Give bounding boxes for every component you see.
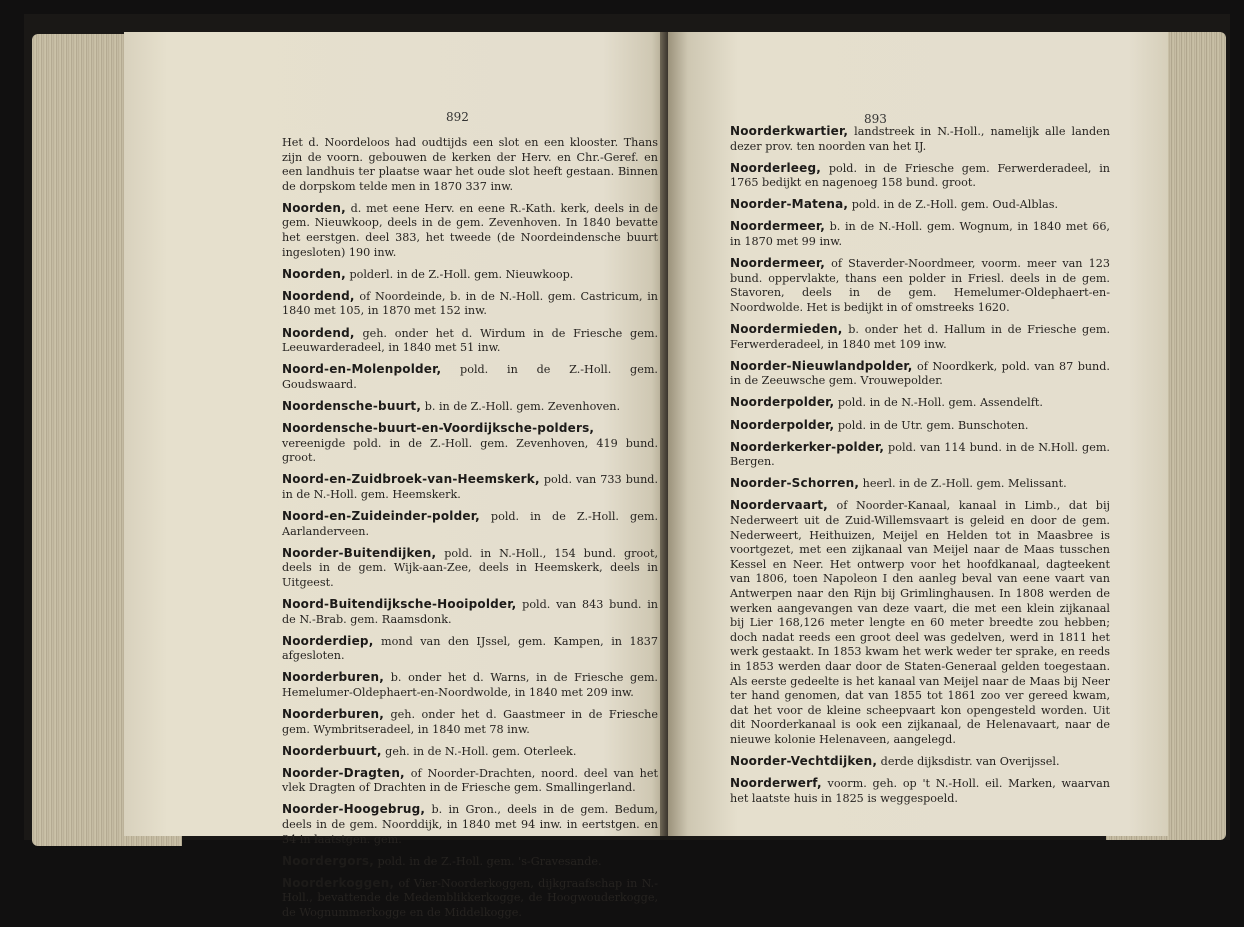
entry-headword: Noorden, [282,200,346,215]
entry-headword: Noorder-Hoogebrug, [282,802,426,817]
entry-headword: Noorderkoggen, [282,875,395,890]
entry-headword: Noorderburen, [282,670,384,685]
dictionary-entry [282,546,658,591]
entry-text: geh. onder het d. Wirdum in de Friesche gem. Leeuwarderadeel, in 1840 met 51 inw. [282,326,658,355]
dictionary-entry [282,634,658,664]
dictionary-entry [282,289,658,319]
entry-text: vereenigde pold. in de Z.-Holl. gem. Zevenhoven, 419 bund. groot. [282,436,658,465]
entry-headword: Noordensche-buurt, [282,398,422,413]
entry-headword: Noorder-Vechtdijken, [730,753,878,768]
entry-text: b. in de N.-Holl. gem. Wognum, in 1840 met 66, in 1870 met 99 inw. [730,220,1110,249]
entry-headword: Noord-en-Zuideinder-polder, [282,508,480,523]
dictionary-entry [730,219,1110,249]
page-number: 893 [864,112,887,126]
entry-headword: Noordend, [282,288,355,303]
entry-text: b. onder het d. Warns, in de Friesche gem. Hemelumer-Oldephaert-en-Noordwolde, in 1840 met 209 inw. [282,671,658,699]
entry-text: pold. in N.-Holl., 154 bund. groot, deels in de gem. Wijk-aan-Zee, deels in Heemskerk, deels in Uitgeest. [282,546,658,589]
entry-headword: Noord-Buitendijksche-Hooipolder, [282,596,517,611]
entry-text: of Vier-Noorderkoggen, dijkgraafschap in N.-Holl., bevattende de Medemblikkerkogge, de Hoogwouderkogge, de Wognummerkogge en de Middelkogge. [282,876,658,920]
dictionary-entry [730,161,1110,191]
entry-headword: Noordermeer, [730,219,825,234]
page-number: 892 [446,110,469,124]
entry-headword: Noorder-Dragten, [282,765,405,780]
dictionary-entry [730,359,1110,389]
left-page [124,32,668,920]
entry-headword: Noorderpolder, [730,395,835,410]
book [24,14,1230,920]
entry-text: pold. in de N.-Holl. gem. Assendelft. [837,396,1043,410]
entry-headword: Noorderwerf, [730,776,822,791]
entry-headword: Noorderdiep, [282,633,374,648]
dictionary-entry [282,326,658,356]
dictionary-entry [282,421,658,466]
entry-headword: Noorder-Schorren, [730,476,860,491]
entry-text: pold. in de Utr. gem. Bunschoten. [837,418,1029,432]
dictionary-entry [282,597,658,627]
entry-text: pold. van 733 bund. in de N.-Holl. gem. Heemskerk. [282,473,659,501]
entry-text: pold. van 114 bund. in de N.Holl. gem. Bergen. [730,440,1110,469]
entry-text: pold. in de Friesche gem. Ferwerderadeel, in 1765 bedijkt en nagenoeg 158 bund. groot. [730,161,1110,190]
entry-text: of Noordeinde, b. in de N.-Holl. gem. Castricum, in 1840 met 105, in 1870 met 152 inw. [282,289,658,318]
dictionary-entry [730,322,1110,352]
entry-text: pold. in de Z.-Holl. gem. 's-Gravesande. [377,854,602,868]
entry-text: of Noorder-Drachten, noord. deel van het vlek Dragten of Drachten in de Friesche gem. Smallingerland. [282,766,658,795]
entry-headword: Noorderkwartier, [730,124,849,138]
entry-text: geh. onder het d. Gaastmeer in de Friesche gem. Wymbritseradeel, in 1840 met 78 inw. [282,708,659,736]
dictionary-entry [282,670,658,700]
entry-headword: Noordermieden, [730,322,843,337]
dictionary-entry [282,802,658,847]
entry-text: heerl. in de Z.-Holl. gem. Melissant. [862,477,1067,491]
entry-text: voorm. geh. op 't N.-Holl. eil. Marken, waarvan het laatste huis in 1825 is weggespoeld. [730,777,1110,805]
entry-headword: Noorderbuurt, [282,743,382,758]
dictionary-entry [730,395,1110,411]
dictionary-entry [282,707,658,737]
entry-headword: Noordend, [282,325,355,340]
dictionary-entry [282,854,658,870]
entry-headword: Noorderkerker-polder, [730,439,885,454]
entry-headword: Noorderleeg, [730,160,822,175]
dictionary-entry [282,267,658,283]
right-page-text [730,124,1110,813]
dictionary-entry [730,440,1110,470]
entry-headword: Noord-en-Molenpolder, [282,362,442,377]
entry-text: b. in de Z.-Holl. gem. Zevenhoven. [424,399,621,413]
entry-headword: Noorderpolder, [730,417,835,432]
entry-headword: Noordermeer, [730,256,825,271]
entry-headword: Noorder-Matena, [730,197,849,212]
continuation-text: Het d. Noordeloos had oudtijds een slot en een klooster. Thans zijn de voorn. gebouwen de kerken der Herv. en Chr.-Geref. en een landhuis ter plaatse waar het oude slot heeft gestaan. Binnen de dorpskom telde men in 1870 337 inw. [282,136,658,193]
dictionary-entry [730,256,1110,315]
entry-text: mond van den IJssel, gem. Kampen, in 1837 afgesloten. [282,634,658,663]
dictionary-entry [282,876,658,921]
dictionary-entry [282,399,658,415]
entry-headword: Noordergors, [282,853,374,868]
entry-text: b. onder het d. Hallum in de Friesche gem. Ferwerderadeel, in 1840 met 109 inw. [730,323,1111,351]
dictionary-entry [730,498,1110,747]
entry-text: pold. in de Z.-Holl. gem. Oud-Alblas. [851,198,1059,212]
entry-text: of Noordkerk, pold. van 87 bund. in de Zeeuwsche gem. Vrouwepolder. [730,359,1110,388]
dictionary-entry [282,201,658,260]
dictionary-entry [282,509,658,539]
dictionary-entry [282,744,658,760]
dictionary-entry [730,124,1110,154]
dictionary-entry [730,754,1110,770]
entry-headword: Noorden, [282,266,346,281]
entry-text: pold. in de Z.-Holl. gem. Goudswaard. [282,363,658,391]
entry-headword: Noorderburen, [282,707,384,721]
entry-headword: Noordensche-buurt-en-Voordijksche-polders, [282,421,595,435]
entry-headword: Noordervaart, [730,498,828,513]
entry-headword: Noorder-Nieuwlandpolder, [730,358,913,373]
entry-text: d. met eene Herv. en eene R.-Kath. kerk, deels in de gem. Nieuwkoop, deels in de gem. Zevenhoven. In 1840 bevatte het eerstgen. deel 383, het tweede (de Noordeindensche buurt ingesloten) 190 inw. [282,201,658,259]
entry-text: pold. in de Z.-Holl. gem. Aarlanderveen. [282,509,659,538]
entry-text: polderl. in de Z.-Holl. gem. Nieuwkoop. [349,267,574,281]
entry-text: derde dijksdistr. van Overijssel. [880,754,1060,768]
dictionary-entry [730,197,1110,213]
entry-text: b. in Gron., deels in de gem. Bedum, deels in de gem. Noorddijk, in 1840 met 94 inw. in eertstgen. en 34 in laatstgen. gem. [282,803,659,846]
entry-text: of Noorder-Kanaal, kanaal in Limb., dat bij Nederweert uit de Zuid-Willemsvaart is geleid en door de gem. Nederweert, Heithuizen, Meijel en Helden tot in Maasbree is voortgezet, met een zijkanaal van Meijel naar de Maas tusschen Kessel en Neer. Het ontwerp voor het hoofdkanaal, dagteekent van 1806, toen Napoleon I den aanleg beval van eene vaart van Antwerpen naar den Rijn bij Grimlinghausen. In 1808 werden de werken aangevangen van deze vaart, die met een klein zijkanaal bij Lier 168,126 meter lengte en 60 meter breedte zou hebben; doch nadat reeds een groot deel was gedelven, werd in 1811 het werk gestaakt. In 1853 kwam het werk weder ter sprake, en reeds in 1853 werden daar door de Staten-Generaal gelden toegestaan. Als eerste gedeelte is het kanaal van Meijel naar de Maas bij Neer ter hand genomen, dat van 1855 tot 1861 zoo ver gereed kwam, dat het voor de kleine scheepvaart kon opengesteld worden. Uit dit Noorderkanaal is ook een zijkanaal, de Helenavaart, naar de nieuwe kolonie Helenaveen, aangelegd. [730,499,1110,746]
dictionary-entry [282,472,658,502]
dictionary-entry [282,362,658,392]
dictionary-entry [282,766,658,796]
entry-headword: Noorder-Buitendijken, [282,545,437,560]
left-page-text [282,136,658,927]
right-page [668,32,1168,836]
entry-text: landstreek in N.-Holl., namelijk alle landen dezer prov. ten noorden van het IJ. [730,125,1110,153]
entry-text: pold. van 843 bund. in de N.-Brab. gem. Raamsdonk. [282,597,658,626]
dictionary-entry [730,776,1110,806]
entry-text: geh. in de N.-Holl. gem. Oterleek. [385,744,577,758]
entry-text: of Staverder-Noordmeer, voorm. meer van 123 bund. oppervlakte, thans een polder in Friesl. deels in de gem. Stavoren, deels in de gem. Hemelumer-Oldephaert-en-Noordwolde. Het is bedijkt in of omstreeks 1620. [730,257,1110,314]
entry-headword: Noord-en-Zuidbroek-van-Heemskerk, [282,472,540,487]
dictionary-entry [730,418,1110,434]
dictionary-entry [730,476,1110,492]
